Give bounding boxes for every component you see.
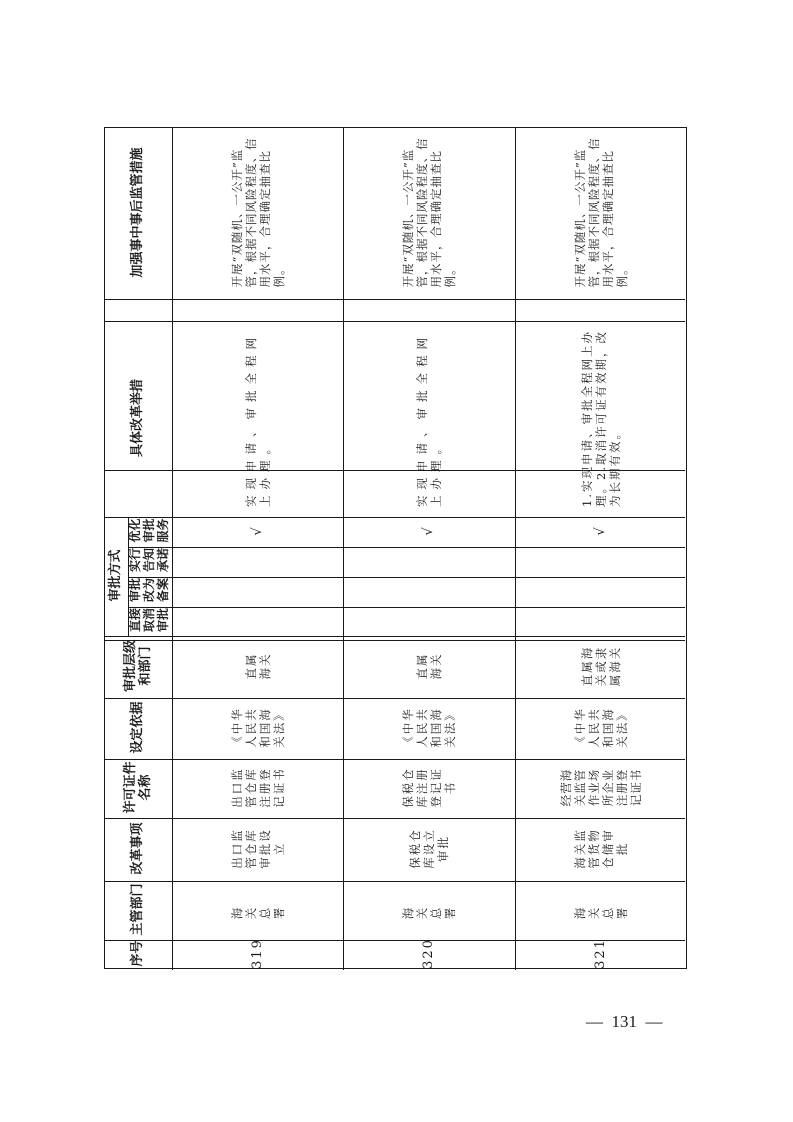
row3-seq: 321 — [592, 938, 608, 969]
row3-license: 经营海关监管作业场所企业注册登记证书 — [558, 768, 643, 807]
row3-optimize-check: √ — [592, 525, 608, 536]
row1-supervision: 开展“双随机、一公开”监管，根据不同风险程度、信用水平，合理确定抽查比例。 — [229, 137, 286, 288]
header-level: 审批层级 和部门 — [122, 640, 153, 693]
row3-level: 直属海关或隶属海关 — [579, 645, 622, 687]
row1-optimize-check: √ — [249, 525, 265, 536]
header-mode-cancel: 直接 取消 审批 — [128, 608, 170, 633]
row1-item: 出口监管仓库审批设立 — [229, 828, 286, 869]
row2-supervision: 开展“双随机、一公开”监管，根据不同风险程度、信用水平，合理确定抽查比例。 — [400, 137, 457, 288]
header-dept: 主管部门 — [130, 883, 145, 936]
header-mode-optimize: 优化 审批 服务 — [128, 518, 170, 543]
row1-license: 出口监管仓库注册登记证书 — [229, 767, 286, 808]
row3-item: 海关监管货物仓储审批 — [572, 828, 629, 869]
header-basis: 设定依据 — [130, 701, 145, 754]
row1-seq: 319 — [249, 938, 265, 969]
row1-reform: 实现申请、审批全程网上办理。 — [243, 332, 272, 507]
header-seq: 序号 — [130, 940, 145, 967]
row2-seq: 320 — [420, 938, 436, 969]
row3-reform: 1.实现申请、审批全程网上办理。2.取消许可证有效期，改为长期有效。 — [579, 330, 622, 507]
row1-dept: 海关总署 — [229, 899, 286, 920]
header-license: 许可证件 名称 — [122, 761, 153, 814]
row3-supervision: 开展“双随机、一公开”监管，根据不同风险程度、信用水平，合理确定抽查比例。 — [572, 137, 629, 288]
row2-optimize-check: √ — [420, 525, 436, 536]
row1-basis: 《中华人民共和国海关法》 — [229, 707, 286, 748]
row2-reform: 实现申请、审批全程网上办理。 — [414, 332, 443, 507]
header-reform: 具体改革举措 — [130, 379, 145, 458]
row2-dept: 海关总署 — [400, 899, 457, 920]
row1-level: 直属海关 — [243, 652, 272, 680]
header-mode-group: 审批方式 — [108, 549, 123, 602]
row3-dept: 海关总署 — [572, 899, 629, 920]
header-mode-filing: 审批 改为 备案 — [128, 578, 170, 603]
row2-level: 直属海关 — [414, 652, 443, 680]
row2-item: 保税仓库设立审批 — [407, 828, 450, 869]
header-mode-commit: 实行 告知 承诺 — [128, 548, 170, 573]
row3-basis: 《中华人民共和国海关法》 — [572, 707, 629, 748]
page-number: — 131 — — [586, 1012, 663, 1031]
row2-license: 保税仓库注册登记证书 — [400, 767, 457, 808]
header-supervision: 加强事中事后监管措施 — [130, 147, 145, 278]
row2-basis: 《中华人民共和国海关法》 — [400, 707, 457, 748]
header-item: 改革事项 — [130, 822, 145, 875]
